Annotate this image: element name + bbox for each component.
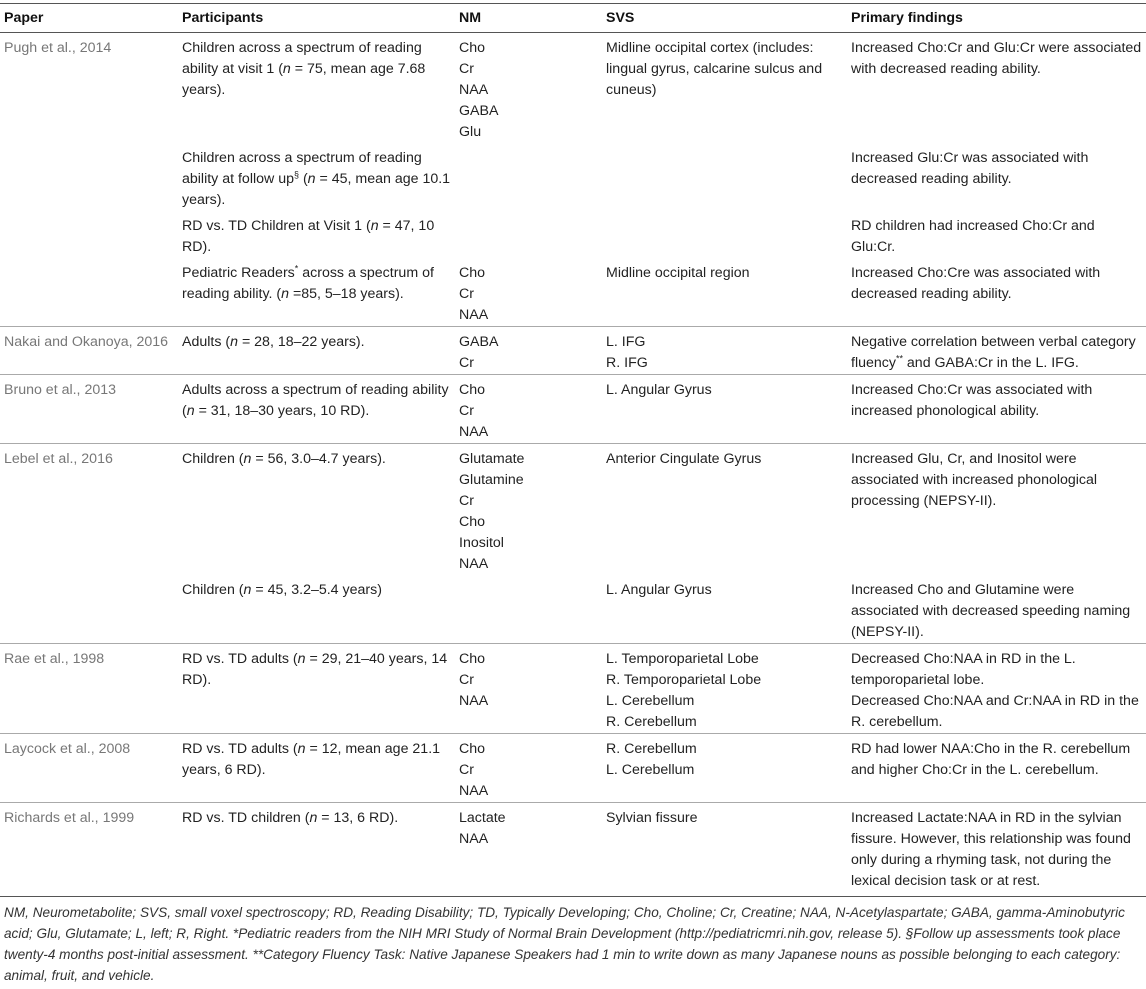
cell-findings-line: RD had lower NAA:Cho in the R. cerebellum and higher Cho:Cr in the L. cerebellum. [851, 741, 1131, 778]
cell-svs-line: Sylvian fissure [606, 810, 698, 826]
cell-findings [847, 258, 1146, 327]
cell-participants: RD vs. TD children (n = 13, 6 RD). [178, 803, 455, 897]
cell-findings-line: Increased Cho and Glutamine were associated with decreased speeding naming (NEPSY-II). [851, 582, 1131, 640]
table-row [0, 327, 1146, 375]
table-header-row [0, 4, 1146, 33]
cell-svs-line: R. IFG [606, 355, 648, 371]
cell-findings [847, 644, 1146, 734]
table-body [0, 33, 1146, 897]
cell-svs [602, 211, 847, 258]
cell-svs [602, 644, 847, 734]
cell-nm-line: Cr [459, 61, 474, 77]
cell-svs-line: L. Temporoparietal Lobe [606, 651, 759, 667]
cell-participants: Adults (n = 28, 18–22 years). [178, 327, 455, 375]
cell-findings [847, 143, 1146, 211]
table-footnote: NM, Neurometabolite; SVS, small voxel spectroscopy; RD, Reading Disability; TD, Typically Developing; Cho, Choline; Cr, Creatine; NAA, N-Acetylaspartate; GABA, gamma-Aminobutyric acid; Glu, Glutamate; L, left; R, Right. *Pediatric readers from the NIH MRI Study of Normal Brain Development (http://pediatricmri.nih.gov, release 5). §Follow up assessments took place twenty-4 months post-initial assessment. **Category Fluency Task: Native Japanese Speakers had 1 min to write down as many Japanese nouns as possible belonging to each category: animal, fruit, and vehicle. [4, 905, 1125, 983]
cell-participants: Children (n = 45, 3.2–5.4 years) [182, 582, 382, 598]
cell-findings-line: Increased Glu:Cr was associated with decreased reading ability. [851, 150, 1089, 187]
cell-participants: RD vs. TD adults (n = 12, mean age 21.1 years, 6 RD). [178, 734, 455, 803]
cell-nm [455, 143, 602, 211]
cell-paper: Bruno et al., 2013 [0, 375, 178, 444]
cell-participants: Children (n = 56, 3.0–4.7 years). [178, 444, 455, 576]
cell-svs [602, 33, 847, 144]
cell-nm-line: Glutamine [459, 472, 524, 488]
cell-paper [0, 575, 178, 644]
cell-findings-line: Decreased Cho:NAA and Cr:NAA in RD in the R. cerebellum. [851, 693, 1139, 730]
cell-svs [602, 444, 847, 576]
cell-findings [847, 327, 1146, 375]
cell-nm-line: Cho [459, 40, 486, 56]
cell-paper: Richards et al., 1999 [0, 803, 178, 897]
cell-nm [455, 803, 602, 897]
cell-nm-line: Cho [459, 382, 486, 398]
table-row [0, 644, 1146, 734]
cell-svs-line: Midline occipital cortex (includes: lingual gyrus, calcarine sulcus and cuneus) [606, 40, 823, 98]
cell-svs [602, 375, 847, 444]
cell-svs-line: L. Cerebellum [606, 762, 695, 778]
cell-nm-line: NAA [459, 307, 489, 323]
cell-nm-line: Glu [459, 124, 482, 140]
cell-findings [847, 575, 1146, 644]
cell-paper: Nakai and Okanoya, 2016 [0, 327, 178, 375]
table-row [0, 803, 1146, 897]
cell-nm-line: Inositol [459, 535, 504, 551]
cell-nm-line: NAA [459, 556, 489, 572]
table-row [0, 143, 1146, 211]
cell-participants: Children across a spectrum of reading ability at visit 1 (n = 75, mean age 7.68 years). [182, 40, 426, 98]
cell-paper [0, 211, 178, 258]
cell-participants: RD vs. TD adults (n = 29, 21–40 years, 14 RD). [178, 644, 455, 734]
header-paper: Paper [0, 4, 178, 33]
table-row [0, 375, 1146, 444]
cell-nm-line: Cho [459, 651, 486, 667]
cell-participants: RD vs. TD Children at Visit 1 (n = 47, 10 RD). [182, 218, 435, 255]
header-nm: NM [455, 4, 602, 33]
cell-participants: Pediatric Readers* across a spectrum of reading ability. (n =85, 5–18 years). [182, 263, 434, 302]
cell-nm [455, 734, 602, 803]
results-table [0, 3, 1146, 897]
cell-nm-line: Cr [459, 286, 474, 302]
cell-nm-line: Lactate [459, 810, 506, 826]
table-row [0, 444, 1146, 576]
cell-nm-line: Cho [459, 265, 486, 281]
cell-nm-line: Cho [459, 514, 486, 530]
cell-svs [602, 143, 847, 211]
cell-findings [847, 375, 1146, 444]
cell-findings-line: Negative correlation between verbal category fluency** and GABA:Cr in the L. IFG. [851, 334, 1136, 371]
cell-findings-line: Increased Cho:Cr and Glu:Cr were associated with decreased reading ability. [851, 40, 1142, 77]
cell-participants: Adults across a spectrum of reading ability (n = 31, 18–30 years, 10 RD). [178, 375, 455, 444]
cell-svs-line: L. IFG [606, 334, 646, 350]
cell-findings-line: RD children had increased Cho:Cr and Glu:Cr. [851, 218, 1095, 255]
cell-svs [602, 575, 847, 644]
cell-findings [847, 211, 1146, 258]
cell-svs [602, 734, 847, 803]
cell-nm-line: GABA [459, 103, 499, 119]
table-row [0, 734, 1146, 803]
cell-nm-line: NAA [459, 783, 489, 799]
header-findings: Primary findings [847, 4, 1146, 33]
cell-svs [602, 258, 847, 327]
cell-findings-line: Increased Cho:Cre was associated with decreased reading ability. [851, 265, 1101, 302]
cell-nm [455, 444, 602, 576]
cell-nm-line: Glutamate [459, 451, 525, 467]
cell-nm [455, 33, 602, 144]
cell-nm [455, 258, 602, 327]
cell-nm [455, 211, 602, 258]
cell-nm-line: Cr [459, 403, 474, 419]
cell-nm [455, 575, 602, 644]
cell-nm-line: Cr [459, 672, 474, 688]
cell-paper [0, 258, 178, 327]
cell-nm-line: GABA [459, 334, 499, 350]
cell-svs-line: R. Temporoparietal Lobe [606, 672, 762, 688]
cell-svs [602, 327, 847, 375]
cell-nm [455, 644, 602, 734]
cell-svs-line: Midline occipital region [606, 265, 750, 281]
cell-nm-line: NAA [459, 424, 489, 440]
cell-svs [602, 803, 847, 897]
cell-findings-line: Decreased Cho:NAA in RD in the L. temporoparietal lobe. [851, 651, 1076, 688]
cell-findings [847, 33, 1146, 144]
table-row [0, 33, 1146, 144]
cell-nm [455, 327, 602, 375]
cell-findings-line: Increased Lactate:NAA in RD in the sylvian fissure. However, this relationship was found only during a rhyming task, not during the lexical decision task or at rest. [851, 810, 1131, 889]
cell-svs-line: L. Angular Gyrus [606, 382, 712, 398]
cell-svs-line: Anterior Cingulate Gyrus [606, 451, 762, 467]
cell-findings-line: Increased Glu, Cr, and Inositol were associated with increased phonological processing (NEPSY-II). [851, 451, 1098, 509]
cell-paper: Lebel et al., 2016 [0, 444, 178, 576]
cell-paper [0, 143, 178, 211]
cell-nm-line: Cr [459, 493, 474, 509]
cell-nm-line: Cr [459, 355, 474, 371]
cell-participants: Children across a spectrum of reading ability at follow up§ (n = 45, mean age 10.1 years). [182, 150, 451, 208]
cell-findings [847, 444, 1146, 576]
cell-nm-line: Cho [459, 741, 486, 757]
cell-paper: Laycock et al., 2008 [0, 734, 178, 803]
cell-findings-line: Increased Cho:Cr was associated with increased phonological ability. [851, 382, 1093, 419]
table-row [0, 575, 1146, 644]
cell-svs-line: L. Cerebellum [606, 693, 695, 709]
cell-nm-line: NAA [459, 82, 489, 98]
cell-nm-line: NAA [459, 693, 489, 709]
cell-paper: Pugh et al., 2014 [4, 40, 112, 56]
cell-paper: Rae et al., 1998 [0, 644, 178, 734]
header-participants: Participants [178, 4, 455, 33]
cell-findings [847, 803, 1146, 897]
cell-svs-line: R. Cerebellum [606, 714, 697, 730]
cell-nm [455, 375, 602, 444]
cell-nm-line: Cr [459, 762, 474, 778]
cell-findings [847, 734, 1146, 803]
cell-svs-line: R. Cerebellum [606, 741, 697, 757]
table-row [0, 258, 1146, 327]
cell-svs-line: L. Angular Gyrus [606, 582, 712, 598]
table-row [0, 211, 1146, 258]
cell-nm-line: NAA [459, 831, 489, 847]
header-svs: SVS [602, 4, 847, 33]
